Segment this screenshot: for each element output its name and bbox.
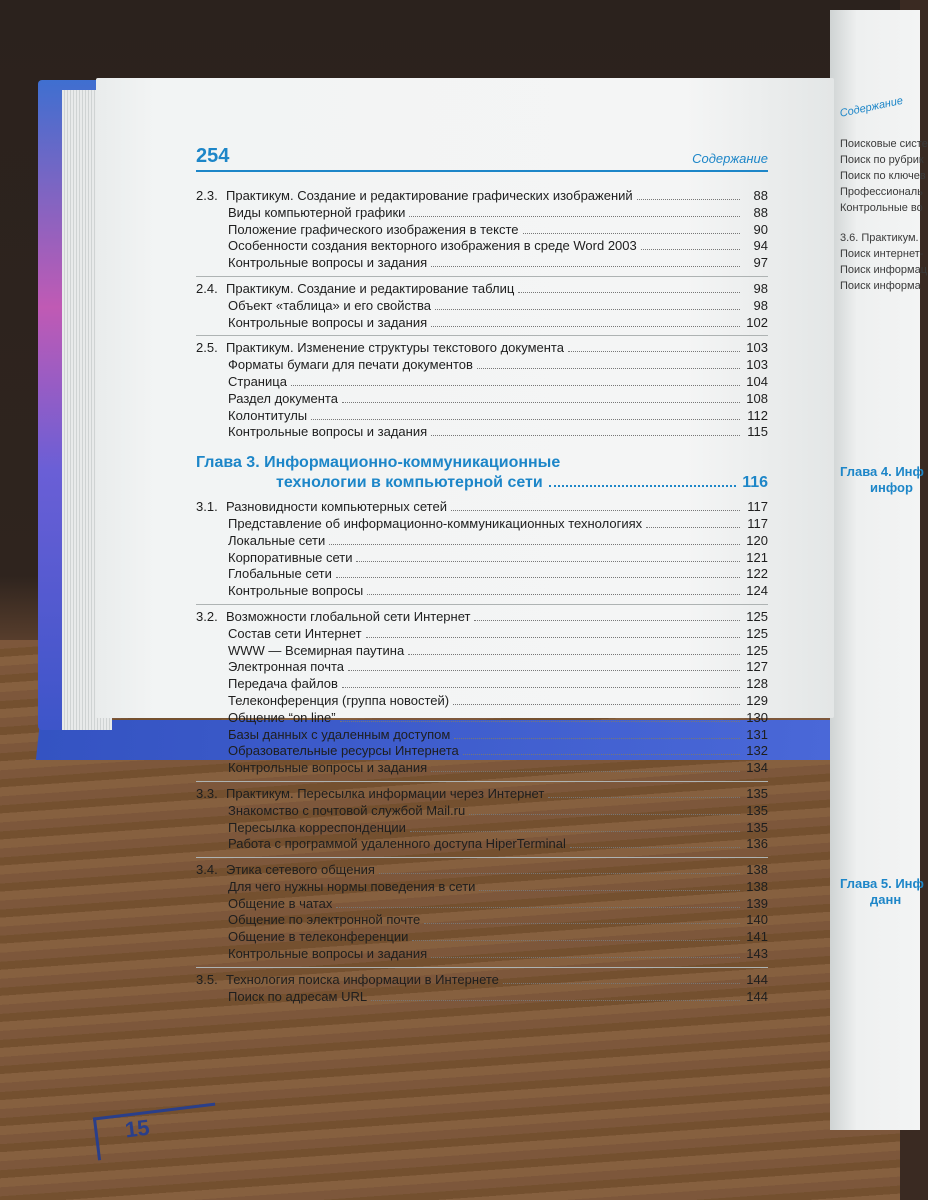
leader-dots <box>336 577 740 578</box>
right-chapter-5: Глава 5. Инф <box>840 876 924 891</box>
entry-page: 127 <box>746 659 768 675</box>
leader-dots <box>637 199 740 200</box>
sticker-text: 15 <box>123 1114 151 1143</box>
section-number: 2.5. <box>196 340 218 356</box>
right-line: Поиск по рубрик <box>840 154 924 166</box>
right-chapter-4: Глава 4. Инф <box>840 464 924 479</box>
toc-subentry <box>196 298 768 315</box>
right-page <box>830 10 928 1130</box>
entry-title: Поиск по адресам URL <box>228 988 368 1004</box>
toc-section <box>196 188 768 272</box>
section-number: 3.2. <box>196 608 218 624</box>
section-divider <box>196 781 768 782</box>
entry-page: 125 <box>746 625 768 641</box>
entry-page: 90 <box>753 221 768 237</box>
toc-subentry <box>196 374 768 391</box>
toc-section <box>196 281 768 331</box>
section-divider <box>196 276 768 277</box>
section-number: 2.3. <box>196 188 218 203</box>
entry-title: Виды компьютерной графики <box>228 204 406 220</box>
entry-title: Контрольные вопросы и задания <box>228 424 428 440</box>
leader-dots <box>366 637 740 638</box>
entry-title: Общение в телеконференции <box>228 929 409 945</box>
entry-page: 88 <box>753 188 768 203</box>
toc-section <box>196 786 768 853</box>
section-number: 2.4. <box>196 280 218 296</box>
entry-page: 125 <box>746 642 768 658</box>
toc-subentry <box>196 583 768 600</box>
entry-page: 98 <box>753 297 768 313</box>
entry-title: Для чего нужны нормы поведения в сети <box>228 878 476 894</box>
entry-page: 117 <box>747 515 768 531</box>
entry-title: Технология поиска информации в Интернете <box>226 971 499 987</box>
entry-page: 141 <box>746 929 768 945</box>
toc-section <box>196 499 768 600</box>
entry-page: 122 <box>746 566 768 582</box>
toc-section <box>196 340 768 441</box>
toc-subentry <box>196 222 768 239</box>
entry-title: Общение по электронной почте <box>228 912 421 928</box>
leader-dots <box>371 1000 740 1001</box>
right-line: Профессиональ <box>840 186 923 198</box>
section-divider <box>196 967 768 968</box>
toc-subentry <box>196 205 768 222</box>
leader-dots <box>409 216 740 217</box>
chapter-heading <box>196 453 768 493</box>
leader-dots <box>356 561 740 562</box>
leader-dots <box>410 831 740 832</box>
entry-title: Объект «таблица» и его свойства <box>228 297 431 313</box>
entry-page: 135 <box>746 802 768 818</box>
chapter-title-line2: технологии в компьютерной сети <box>276 474 543 492</box>
entry-title: WWW — Всемирная паутина <box>228 642 405 658</box>
entry-title: Колонтитулы <box>228 407 308 423</box>
entry-title: Базы данных с удаленным доступом <box>228 726 451 742</box>
table-of-contents <box>196 188 768 1009</box>
entry-page: 139 <box>746 895 768 911</box>
leader-dots <box>474 620 740 621</box>
entry-page: 130 <box>746 709 768 725</box>
page-header <box>196 134 768 172</box>
leader-dots <box>367 594 740 595</box>
toc-subentry <box>196 820 768 837</box>
toc-subentry <box>196 533 768 550</box>
leader-dots <box>336 907 740 908</box>
leader-dots <box>424 923 740 924</box>
leader-dots <box>503 983 740 984</box>
entry-title: Глобальные сети <box>228 566 332 582</box>
toc-subentry <box>196 836 768 853</box>
leader-dots <box>329 544 740 545</box>
leader-dots <box>548 797 740 798</box>
toc-part-1 <box>196 188 768 441</box>
leader-dots <box>477 368 740 369</box>
toc-subentry <box>196 929 768 946</box>
toc-subentry <box>196 408 768 425</box>
entry-page: 94 <box>753 238 768 254</box>
leader-dots <box>451 510 740 511</box>
page-number: 254 <box>196 145 230 167</box>
entry-title: Контрольные вопросы и задания <box>228 946 428 962</box>
entry-title: Контрольные вопросы и задания <box>228 314 428 330</box>
entry-title: Общение в чатах <box>228 895 333 911</box>
entry-title: Знакомство с почтовой службой Mail.ru <box>228 802 466 818</box>
entry-title: Практикум. Изменение структуры текстового документа <box>226 340 564 356</box>
right-line: Контрольные во <box>840 202 923 214</box>
leader-dots <box>453 704 740 705</box>
entry-page: 108 <box>746 390 768 406</box>
toc-subentry <box>196 238 768 255</box>
entry-page: 132 <box>746 743 768 759</box>
entry-page: 135 <box>746 819 768 835</box>
toc-subentry <box>196 912 768 929</box>
leader-dots <box>454 738 740 739</box>
toc-entry <box>196 499 768 516</box>
right-line: Поиск интернет- <box>840 248 924 260</box>
entry-title: Практикум. Пересылка информации через Интернет <box>226 785 545 801</box>
entry-title: Контрольные вопросы и задания <box>228 760 428 776</box>
entry-page: 138 <box>746 878 768 894</box>
entry-title: Форматы бумаги для печати документов <box>228 357 473 373</box>
section-divider <box>196 335 768 336</box>
toc-entry <box>196 972 768 989</box>
toc-subentry <box>196 710 768 727</box>
leader-dots <box>412 940 740 941</box>
entry-page: 124 <box>746 583 768 599</box>
toc-subentry <box>196 357 768 374</box>
entry-page: 138 <box>746 862 768 878</box>
toc-subentry <box>196 626 768 643</box>
entry-title: Страница <box>228 373 287 389</box>
entry-page: 120 <box>746 532 768 548</box>
toc-entry <box>196 609 768 626</box>
leader-dots <box>479 890 740 891</box>
entry-title: Состав сети Интернет <box>228 625 362 641</box>
toc-part-2 <box>196 499 768 1005</box>
leader-dots <box>342 687 740 688</box>
entry-page: 112 <box>747 407 768 423</box>
entry-page: 103 <box>746 357 768 373</box>
leader-dots <box>431 266 740 267</box>
entry-page: 103 <box>746 340 768 356</box>
entry-title: Представление об информационно-коммуникационных технологиях <box>228 515 643 531</box>
entry-page: 121 <box>746 549 768 565</box>
toc-entry <box>196 281 768 298</box>
entry-page: 143 <box>746 946 768 962</box>
entry-page: 102 <box>746 314 768 330</box>
entry-page: 140 <box>746 912 768 928</box>
leader-dots <box>379 873 740 874</box>
entry-title: Практикум. Создание и редактирование таблиц <box>226 280 515 296</box>
leader-dots <box>435 309 740 310</box>
right-line: Поиск информа <box>840 280 921 292</box>
entry-title: Контрольные вопросы и задания <box>228 255 428 271</box>
section-number: 3.5. <box>196 971 218 987</box>
toc-subentry <box>196 391 768 408</box>
leader-dots <box>518 292 740 293</box>
entry-page: 128 <box>746 676 768 692</box>
toc-subentry <box>196 946 768 963</box>
toc-subentry <box>196 727 768 744</box>
leader-dots <box>431 326 740 327</box>
right-line: Поиск информац <box>840 264 928 276</box>
entry-title: Раздел документа <box>228 390 338 406</box>
section-divider <box>196 604 768 605</box>
leader-dots <box>311 419 740 420</box>
toc-subentry <box>196 676 768 693</box>
entry-page: 97 <box>753 255 768 271</box>
entry-page: 134 <box>746 760 768 776</box>
leader-dots <box>641 249 740 250</box>
right-chapter-5b: данн <box>870 892 902 907</box>
toc-subentry <box>196 643 768 660</box>
entry-page: 136 <box>746 836 768 852</box>
entry-title: Работа с программой удаленного доступа HiperTerminal <box>228 836 566 852</box>
toc-subentry <box>196 424 768 441</box>
toc-subentry <box>196 896 768 913</box>
section-number: 3.4. <box>196 862 218 878</box>
section-number: 3.3. <box>196 785 218 801</box>
leader-dots <box>408 654 740 655</box>
toc-subentry <box>196 760 768 777</box>
leader-dots <box>646 527 740 528</box>
toc-subentry <box>196 516 768 533</box>
leader-dots <box>469 814 740 815</box>
right-line: Поисковые систе <box>840 138 928 150</box>
entry-title: Электронная почта <box>228 659 345 675</box>
toc-subentry <box>196 879 768 896</box>
leader-dots <box>549 485 736 487</box>
toc-subentry <box>196 693 768 710</box>
entry-title: Корпоративные сети <box>228 549 353 565</box>
leader-dots <box>568 351 740 352</box>
entry-title: Контрольные вопросы <box>228 583 364 599</box>
entry-title: Положение графического изображения в тексте <box>228 221 519 237</box>
toc-section <box>196 609 768 777</box>
entry-title: Образовательные ресурсы Интернета <box>228 743 459 759</box>
toc-subentry <box>196 803 768 820</box>
toc-subentry <box>196 659 768 676</box>
toc-subentry <box>196 315 768 332</box>
right-chapter-4b: инфор <box>870 480 913 495</box>
entry-page: 144 <box>746 988 768 1004</box>
entry-page: 98 <box>753 280 768 296</box>
toc-subentry <box>196 566 768 583</box>
section-divider <box>196 857 768 858</box>
toc-entry <box>196 340 768 357</box>
entry-title: Локальные сети <box>228 532 326 548</box>
chapter-page: 116 <box>742 474 768 492</box>
leader-dots <box>570 847 740 848</box>
toc-section <box>196 972 768 1006</box>
entry-page: 129 <box>746 692 768 708</box>
toc-subentry <box>196 255 768 272</box>
entry-title: Телеконференция (группа новостей) <box>228 692 450 708</box>
toc-section <box>196 862 768 963</box>
leader-dots <box>431 771 740 772</box>
leader-dots <box>291 385 740 386</box>
entry-page: 88 <box>753 204 768 220</box>
toc-entry <box>196 188 768 205</box>
leader-dots <box>342 402 740 403</box>
right-running-head: Содержание <box>838 94 905 120</box>
leader-dots <box>431 957 740 958</box>
entry-title: Практикум. Создание и редактирование графических изображений <box>226 188 633 203</box>
entry-page: 131 <box>746 726 768 742</box>
entry-title: Передача файлов <box>228 676 338 692</box>
toc-entry <box>196 786 768 803</box>
right-line: 3.6. Практикум. <box>840 232 919 244</box>
toc-subentry <box>196 989 768 1006</box>
leader-dots <box>431 435 740 436</box>
chapter-title-line1: Глава 3. Информационно-коммуникационные <box>196 454 561 472</box>
entry-page: 117 <box>747 499 768 515</box>
entry-page: 115 <box>747 424 768 440</box>
entry-title: Пересылка корреспонденции <box>228 819 406 835</box>
leader-dots <box>463 754 740 755</box>
entry-title: Этика сетевого общения <box>226 862 375 878</box>
entry-title: Разновидности компьютерных сетей <box>226 499 447 515</box>
entry-page: 135 <box>746 785 768 801</box>
entry-title: Возможности глобальной сети Интернет <box>226 608 471 624</box>
leader-dots <box>523 233 741 234</box>
entry-page: 104 <box>746 373 768 389</box>
toc-entry <box>196 862 768 879</box>
toc-subentry <box>196 550 768 567</box>
entry-page: 144 <box>746 971 768 987</box>
toc-subentry <box>196 743 768 760</box>
right-line: Поиск по ключев <box>840 170 926 182</box>
entry-title: Общение “on line” <box>228 709 336 725</box>
leader-dots <box>340 721 740 722</box>
entry-page: 125 <box>746 608 768 624</box>
entry-title: Особенности создания векторного изображения в среде Word 2003 <box>228 238 637 254</box>
running-head: Содержание <box>692 151 768 166</box>
leader-dots <box>348 670 740 671</box>
section-number: 3.1. <box>196 499 218 515</box>
